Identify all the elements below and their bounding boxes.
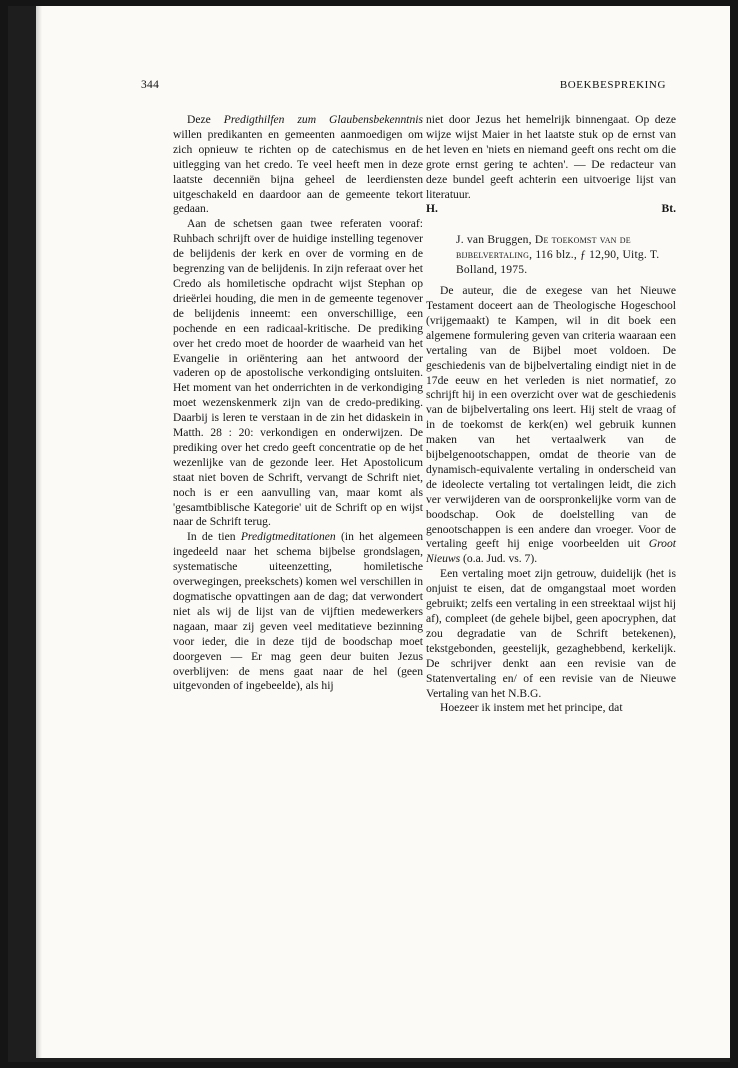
paragraph: De auteur, die de exegese van het Nieuwe Testament doceert aan de Theologische Hogeschool (vrijgemaakt) te Kampen, wil in dit boek een algemene formulering geven van criteria waaraan een vertaling van de Bijbel moet voldoen. De geschiedenis van de bijbelvertaling eindigt niet in de 17de eeuw en het verleden is niet normatief, zo schrijft hij in een overzicht over wat de geschiedenis van de bijbelvertaling ons leert. Hij stelt de vraag of in de toekomst de kerk(en) wel gebruik kunnen maken van het vertaalwerk van de bijbelgenootschappen, omdat de theorie van de dynamisch-equivalente vertaling in onderscheid van de ideolecte vertaling tot vertalingen leidt, die zich ver verwijderen van de oorspronkelijke vorm van de boodschap. Ook de doelstelling van de genootschappen is een andere dan vroeger. Voor de vertaling geeft hij enige voorbeelden uit Groot Nieuws (o.a. Jud. vs. 7). [426,284,676,566]
paragraph: In de tien Predigtmeditationen (in het algemeen ingedeeld naar het schema bijbelse grondslagen, systematische uiteenzetting, homiletische overwegingen, preekschets) komen wel verschillen in dogmatische opvattingen aan de dag; dat verwondert niet als wij de lijst van de vijftien medewerkers nagaan, maar zij geven veel meditatieve bezinning voor ieder, die in deze tijd de boodschap moet doorgeven — Er mag geen deur buiten Jezus overblijven: de mens gaat naar de hel (geen uitgevonden of ingebeelde), als hij [173,530,424,693]
paragraph: Deze Predigthilfen zum Glaubensbekenntnis willen predikanten en gemeenten aanmoedigen om zich opnieuw te richten op de catechismus en de uitlegging van het credo. Te veel heeft men in deze laatste decenniën bijna geheel de leerdiensten uitgeschakeld en daardoor aan de gemeente tekort gedaan. [173,113,423,216]
running-head: BOEKBESPREKING [559,79,666,91]
review-signature [426,202,676,217]
book-title: De toekomst van de bijbelvertaling, [456,233,631,262]
paragraph: niet door Jezus het hemelrijk binnengaat. Op deze wijze wijst Maier in het laatste stuk op de ernst van het leven en 'niets en niemand geeft ons recht om die grote ernst gering te achten'. — De redacteur van deze bundel geeft achterin een uitvoerige lijst van literatuur. [426,113,676,201]
section-title-italic: Predigtmeditationen [240,530,336,544]
signature-initial: H. [426,202,438,216]
cited-title-italic: Groot Nieuws [426,537,676,566]
book-title-italic: Predigthilfen zum Glaubensbekenntnis [223,113,423,126]
left-column [173,113,423,694]
right-column [426,113,676,716]
paragraph: Aan de schetsen gaan twee referaten vooraf: Ruhbach schrijft over de huidige instelling tegenover de belijdenis der kerk en over de vorming en de begrenzing van de belijdenis. In zijn referaat over het Credo als homiletische opdracht wijst Stephan op drieërlei houding, die men in de gemeente tegenover de belijdenis inneemt: een onverschillige, een pochende en een radicaal-kritische. De prediking over het credo moet de hoorder de waarheid van het Evangelie in oriëntering aan het antwoord der vaderen op de apostolische verkondiging ontsluiten. Het moment van het onderrichten in de verkondiging moet wezenskenmerk zijn van de credo-prediking. Daarbij is leren te verstaan in de zin het didaskein in Matth. 28 : 20: verkondigen en onderwijzen. De prediking over het credo geeft concentratie op de het wezenlijke van de gezonde leer. Het Apostolicum staat niet boven de Schrift, vervangt de Schrift niet, noch is er een aanvulling van, maar komt als 'gesamtbiblische Kategorie' uit de Schrift op en wijst naar de Schrift terug. [173,217,423,529]
page-number: 344 [141,79,160,91]
page-gutter-shadow [36,6,42,1058]
signature-reviewer: Bt. [661,202,676,216]
book-page [36,6,730,1058]
paragraph: Hoezeer ik instem met het principe, dat [440,701,623,715]
paragraph: Een vertaling moet zijn getrouw, duidelijk (het is onjuist te eisen, dat de omgangstaal moet worden gebruikt; zelfs een vertaling in een streektaal wijst hij af), compleet (de gehele bijbel, geen apocryphen, dat zou degradatie van de Schrift betekenen), tekstgebonden, geestelijk, gezaghebbend, kerkelijk. De schrijver denkt aan een revisie van de Statenvertaling en/ of een revisie van de Nieuwe Vertaling van het N.B.G. [426,567,676,700]
bibliographic-entry: J. van Bruggen, De toekomst van de bijbelvertaling, 116 blz., ƒ 12,90, Uitg. T. Bolland, 1975. [456,233,660,277]
